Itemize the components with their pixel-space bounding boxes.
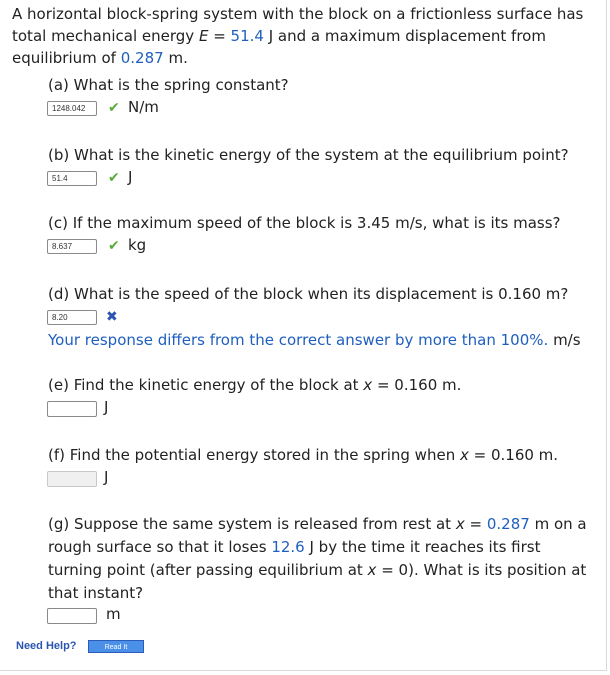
question-b: (b) What is the kinetic energy of the system at the equilibrium point? [48,146,569,164]
question-g-line-4: that instant? [48,584,144,602]
unit-g: m [106,605,121,623]
answer-a-input[interactable]: 1248.042 [47,101,97,116]
unit-c: kg [128,236,147,254]
question-e: (e) Find the kinetic energy of the block at x = 0.160 m. [48,376,462,394]
unit-d: m/s [553,331,581,349]
intro-line-3: equilibrium of 0.287 m. [12,49,188,67]
feedback-d [48,329,581,351]
unit-a: N/m [128,98,159,116]
answer-f-input[interactable] [47,471,97,487]
question-g-line-1: (g) Suppose the same system is released from rest at x = 0.287 m on a [48,515,587,533]
energy-value: 51.4 [230,27,264,45]
feedback-message: Your response differs from the correct answer by more than 100%. [48,331,549,349]
check-icon: ✔ [108,238,120,254]
check-icon: ✔ [108,100,120,116]
release-position-value: 0.287 [486,515,530,533]
need-help-label: Need Help? [16,640,77,652]
question-a: (a) What is the spring constant? [48,76,289,94]
question-c: (c) If the maximum speed of the block is 3.45 m/s, what is its mass? [48,214,561,232]
answer-d-input[interactable]: 8.20 [47,310,97,325]
unit-f: J [104,468,109,486]
displacement-value: 0.287 [120,49,164,67]
unit-e: J [104,398,109,416]
answer-e-input[interactable] [47,401,97,417]
cross-icon: ✖ [106,309,118,325]
unit-b: J [128,168,133,186]
check-icon: ✔ [108,170,120,186]
question-g-line-3: turning point (after passing equilibrium at x = 0). What is its position at [48,561,587,579]
answer-b-input[interactable]: 51.4 [47,171,97,186]
answer-c-input[interactable]: 8.637 [47,239,97,254]
answer-g-input[interactable] [47,608,97,624]
question-f: (f) Find the potential energy stored in the spring when x = 0.160 m. [48,446,559,464]
intro-line-2: total mechanical energy E = 51.4 J and a maximum displacement from [12,27,546,45]
question-d: (d) What is the speed of the block when its displacement is 0.160 m? [48,285,569,303]
intro-line-1: A horizontal block-spring system with the block on a frictionless surface has [12,5,584,23]
read-it-button[interactable]: Read It [88,640,144,653]
question-g-line-2: rough surface so that it loses 12.6 J by the time it reaches its first [48,538,541,556]
energy-loss-value: 12.6 [271,538,305,556]
